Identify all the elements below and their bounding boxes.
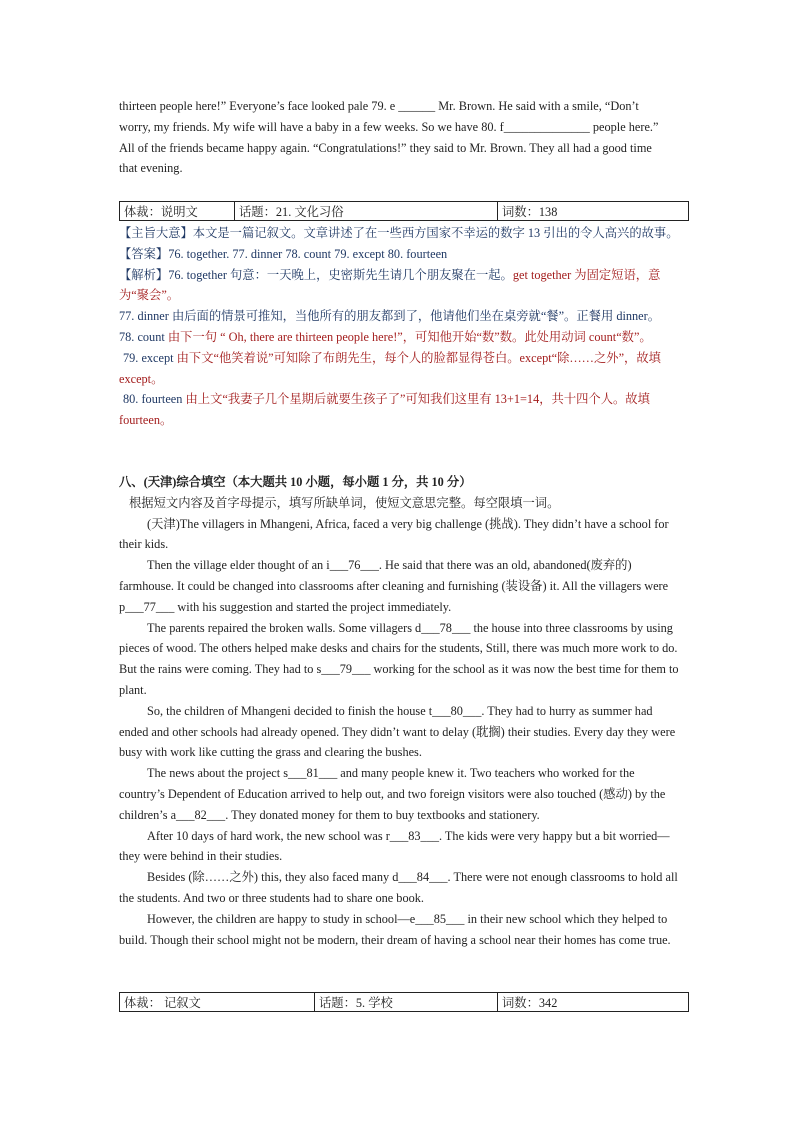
passage-line: thirteen people here!” Everyone’s face looked pale 79. e ______ Mr. Brown. He said with a smile, “Don’t — [119, 99, 639, 113]
section-heading: 八、(天津)综合填空（本大题共 10 小题，每小题 1 分，共 10 分） — [119, 475, 472, 489]
explanation-label: 【解析】76. together — [119, 267, 230, 282]
explanation-text: 由下文“他笑着说”可知除了布朗先生，每个人的脸都显得苍白。except“除……之外”，故填 except。 — [119, 350, 661, 386]
explanation-text: 句意：一天晚上，史密斯先生请几个朋友聚在一起。 — [230, 267, 513, 282]
explanation-text: 由上文“我妻子几个星期后就要生孩子了”可知我们这里有 13+1=14，共十四个人。故填 fourteen。 — [119, 392, 650, 428]
explanation-label: 77. dinner — [119, 309, 172, 324]
explanation-79 — [119, 348, 681, 390]
passage-paragraph: So, the children of Mhangeni decided to finish the house t___80___. They had to hurry as summer had ended and other schools had already opened. They didn’t want to delay (耽搁) their studies. Every day they were busy with work like cutting the grass and clearing the bushes. — [119, 703, 676, 760]
passage-line: that evening. — [119, 161, 183, 176]
section-8 — [119, 472, 681, 950]
passage-paragraph: However, the children are happy to study in school—e___85___ in their new school which they helped to build. Though their school might not be modern, their dream of having a school near their homes has come true. — [119, 911, 671, 947]
passage-line: All of the friends became happy again. “Congratulations!” they said to Mr. Brown. They all had a good time — [119, 140, 652, 155]
passage-info-table — [119, 992, 689, 1012]
answer-key: 【答案】76. together. 77. dinner 78. count 79. except 80. fourteen — [119, 246, 448, 261]
explanation-text: 由下一句 “ Oh, there are thirteen people here!”，可知他开始“数”数。此处用动词 count“数”。 — [167, 329, 652, 344]
explanation-77 — [119, 306, 681, 327]
section-instruction: 根据短文内容及首字母提示，填写所缺单词，使短文意思完整。每空限填一词。 — [129, 495, 560, 510]
explanation-label: 80. fourteen — [123, 392, 186, 407]
explanation-note: get together 为固定短语，意为“聚会”。 — [119, 267, 661, 303]
answer-analysis — [119, 223, 681, 431]
genre-cell: 体裁：说明文 — [120, 202, 235, 221]
word-count-cell: 词数：342 — [498, 993, 689, 1012]
passage-paragraph: (天津)The villagers in Mhangeni, Africa, faced a very big challenge (挑战). They didn’t have a school for their kids. — [119, 516, 669, 552]
explanation-label: 78. count — [119, 329, 168, 344]
passage-continuation — [119, 96, 679, 179]
passage-paragraph: Besides (除……之外) this, they also faced many d___84___. There were not enough classrooms to hold all the students. And two or three students had to share one book. — [119, 870, 678, 905]
topic-cell: 话题：21. 文化习俗 — [235, 202, 498, 221]
explanation-76 — [119, 265, 681, 307]
explanation-78 — [119, 327, 681, 348]
passage-paragraph: Then the village elder thought of an i___76___. He said that there was an old, abandoned(废弃的) farmhouse. It could be changed into classrooms after cleaning and furnishing (装设备) it. All the villagers were p___77___ with his suggestion and started the project immediately. — [119, 558, 669, 614]
topic-cell: 话题：5. 学校 — [315, 993, 498, 1012]
passage-paragraph: After 10 days of hard work, the new school was r___83___. The kids were very happy but a bit worried—they were behind in their studies. — [119, 828, 670, 864]
genre-cell: 体裁： 记叙文 — [120, 993, 315, 1012]
explanation-label: 79. except — [123, 350, 177, 365]
passage-line: worry, my friends. My wife will have a baby in a few weeks. So we have 80. f______________ people here.” — [119, 119, 659, 134]
explanation-80 — [119, 389, 681, 431]
word-count-cell: 词数：138 — [498, 202, 689, 221]
passage-info-table — [119, 201, 689, 221]
passage-paragraph: The parents repaired the broken walls. Some villagers d___78___ the house into three classrooms by using pieces of wood. The others helped make desks and chairs for the students, Still, there was much more work to do. But the rains were coming. They had to s___79___ working for the school as it was now the best time for them to plant. — [119, 620, 679, 697]
main-idea: 【主旨大意】本文是一篇记叙文。文章讲述了在一些西方国家不幸运的数字 13 引出的令人高兴的故事。 — [119, 226, 679, 240]
passage-paragraph: The news about the project s___81___ and many people knew it. Two teachers who worked for the country’s Dependent of Education arrived to help out, and two foreign visitors were also touched (感动) by the children’s a___82___. They donated money for them to buy textbooks and stationery. — [119, 766, 666, 822]
explanation-text: 由后面的情景可推知，当他所有的朋友都到了，他请他们坐在桌旁就“餐”。正餐用 dinner。 — [171, 309, 661, 324]
